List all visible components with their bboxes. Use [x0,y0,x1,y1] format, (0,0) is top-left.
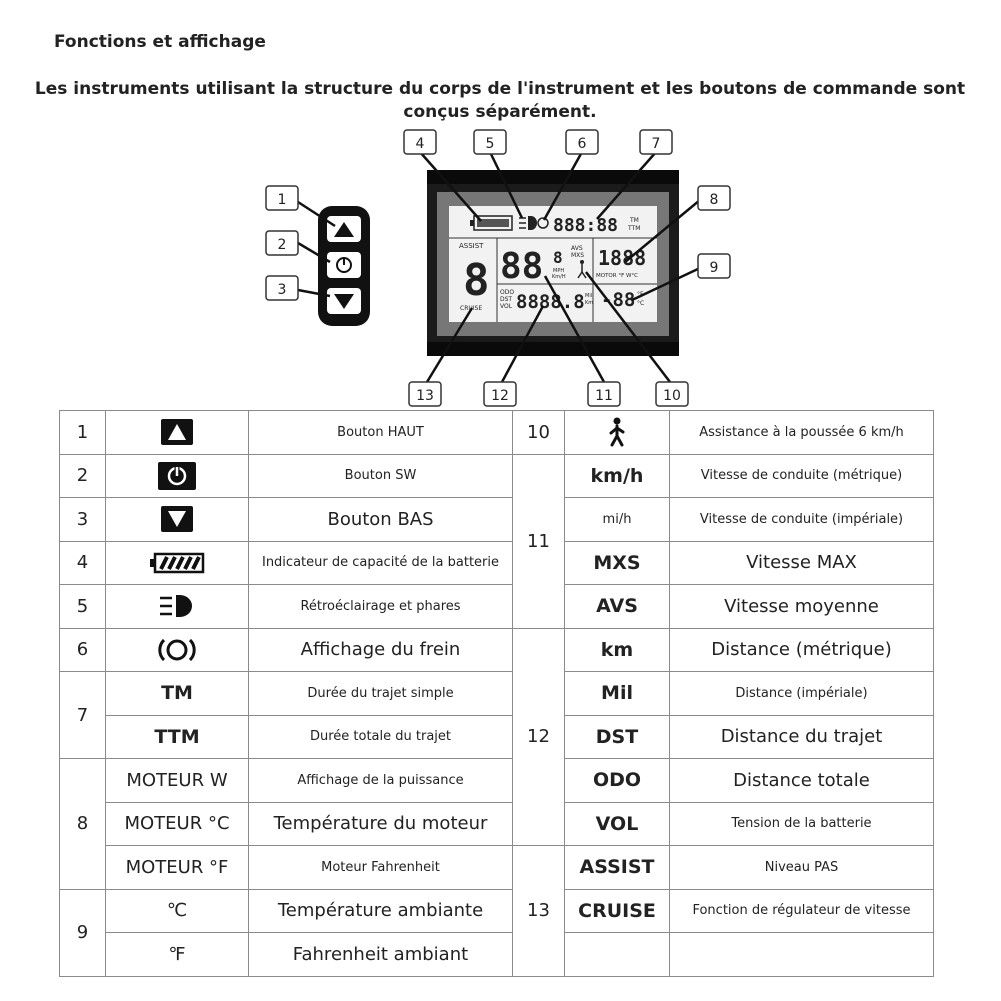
legend-num: 2 [60,454,106,498]
lcd-deg-c: °C [637,300,645,307]
legend-desc: Affichage de la puissance [249,759,513,803]
lcd-vol-label: VOL [500,303,513,310]
remote-control [318,206,370,326]
callout-1 [266,186,298,210]
lcd-power: 1888 [598,246,647,270]
lcd-ttm-label: TTM [628,225,641,232]
headlight-icon [106,585,249,629]
empty-cell [670,933,934,977]
legend-table [59,410,934,977]
callout-4 [404,130,436,154]
svg-text:7: 7 [651,136,661,152]
svg-text:4: 4 [415,136,425,152]
table-row [60,889,934,933]
legend-num: 1 [60,411,106,455]
brake-icon [106,628,249,672]
legend-symbol: MOTEUR °C [106,802,249,846]
down-button-icon [106,498,249,542]
table-row [60,411,934,455]
callout-10 [656,382,688,406]
lcd-mil-label: Mil [585,293,593,299]
legend-desc: Rétroéclairage et phares [249,585,513,629]
legend-desc: Distance (métrique) [670,628,934,672]
legend-symbol: DST [565,715,670,759]
svg-text:8: 8 [709,192,719,208]
legend-symbol: VOL [565,802,670,846]
svg-text:2: 2 [277,237,287,253]
legend-num: 5 [60,585,106,629]
intro-text: Les instruments utilisant la structure du corps de l'instrument et les boutons de commande sont conçus séparément. [34,79,966,122]
legend-desc: Vitesse de conduite (métrique) [670,454,934,498]
legend-symbol: TM [106,672,249,716]
callout-3 [266,276,298,300]
legend-num: 4 [60,541,106,585]
legend-num: 6 [60,628,106,672]
lcd-mxs-label: MXS [571,252,585,259]
callout-2 [266,231,298,255]
lcd-kmh-label: Km/H [552,274,566,280]
legend-desc: Fonction de régulateur de vitesse [670,889,934,933]
display-diagram [0,0,1001,410]
legend-symbol: ASSIST [565,846,670,890]
svg-text:12: 12 [491,388,509,404]
legend-symbol: mi/h [565,498,670,542]
legend-symbol: km [565,628,670,672]
legend-desc: Moteur Fahrenheit [249,846,513,890]
legend-num: 9 [60,889,106,976]
table-row [60,585,934,629]
legend-desc: Fahrenheit ambiant [249,933,513,977]
lcd-assist-digit: 8 [463,255,490,306]
table-row [60,802,934,846]
legend-desc: Durée totale du trajet [249,715,513,759]
lcd-assist-label: ASSIST [459,242,484,250]
callout-9 [698,254,730,278]
lcd-tm-label: TM [630,217,639,224]
table-row [60,715,934,759]
legend-desc: Température ambiante [249,889,513,933]
svg-text:5: 5 [485,136,495,152]
legend-symbol: ℉ [106,933,249,977]
lcd-speed: 88 [500,246,544,287]
legend-desc: Durée du trajet simple [249,672,513,716]
svg-text:9: 9 [709,260,719,276]
section-title: Fonctions et affichage [54,32,266,52]
svg-text:11: 11 [595,388,613,404]
lcd-odo-label: ODO [500,289,515,296]
legend-num: 3 [60,498,106,542]
lcd-speed-small: 8 [553,248,563,267]
walk-assist-icon [565,411,670,455]
legend-symbol: Mil [565,672,670,716]
callout-6 [566,130,598,154]
legend-num: 13 [513,846,565,977]
empty-cell [565,933,670,977]
battery-icon [106,541,249,585]
table-row [60,759,934,803]
lcd-cruise-label: CRUISE [460,305,483,312]
lcd-avs-label: AVS [571,245,583,252]
legend-symbol: MOTEUR °F [106,846,249,890]
lcd-distance: 8888.8 [516,291,585,313]
legend-desc: Niveau PAS [670,846,934,890]
up-button-icon [106,411,249,455]
legend-desc: Indicateur de capacité de la batterie [249,541,513,585]
svg-text:13: 13 [416,388,434,404]
legend-desc: Vitesse de conduite (impériale) [670,498,934,542]
legend-desc: Distance (impériale) [670,672,934,716]
legend-desc: Vitesse moyenne [670,585,934,629]
callout-13 [409,382,441,406]
legend-desc: Bouton BAS [249,498,513,542]
legend-symbol: MXS [565,541,670,585]
lcd-motor-label: MOTOR °F W°C [596,273,639,279]
table-row [60,454,934,498]
legend-symbol: AVS [565,585,670,629]
table-row [60,672,934,716]
legend-num: 11 [513,454,565,628]
legend-num: 7 [60,672,106,759]
legend-desc: Distance totale [670,759,934,803]
legend-symbol: ODO [565,759,670,803]
lcd-deg-f: °F [637,291,644,298]
callout-5 [474,130,506,154]
lcd-km-label: Km [585,300,594,306]
svg-text:1: 1 [277,192,287,208]
legend-desc: Affichage du frein [249,628,513,672]
lcd-mph-label: MPH [553,268,565,274]
legend-desc: Bouton SW [249,454,513,498]
table-row [60,933,934,977]
lcd-dst-label: DST [500,296,513,303]
power-button-icon [106,454,249,498]
svg-text:3: 3 [277,282,287,298]
legend-symbol: CRUISE [565,889,670,933]
legend-desc: Tension de la batterie [670,802,934,846]
legend-symbol: ℃ [106,889,249,933]
legend-symbol: TTM [106,715,249,759]
callout-12 [484,382,516,406]
callout-7 [640,130,672,154]
legend-desc: Vitesse MAX [670,541,934,585]
callout-8 [698,186,730,210]
table-row [60,846,934,890]
legend-desc: Assistance à la poussée 6 km/h [670,411,934,455]
legend-symbol: MOTEUR W [106,759,249,803]
svg-text:10: 10 [663,388,681,404]
legend-desc: Température du moteur [249,802,513,846]
legend-desc: Bouton HAUT [249,411,513,455]
lcd-temperature: -88 [601,289,636,311]
legend-num: 8 [60,759,106,890]
legend-desc: Distance du trajet [670,715,934,759]
svg-text:6: 6 [577,136,587,152]
legend-symbol: km/h [565,454,670,498]
callout-11 [588,382,620,406]
table-row [60,628,934,672]
legend-num: 10 [513,411,565,455]
legend-num: 12 [513,628,565,846]
table-row [60,498,934,542]
table-row [60,541,934,585]
lcd-time: 888:88 [553,215,619,236]
